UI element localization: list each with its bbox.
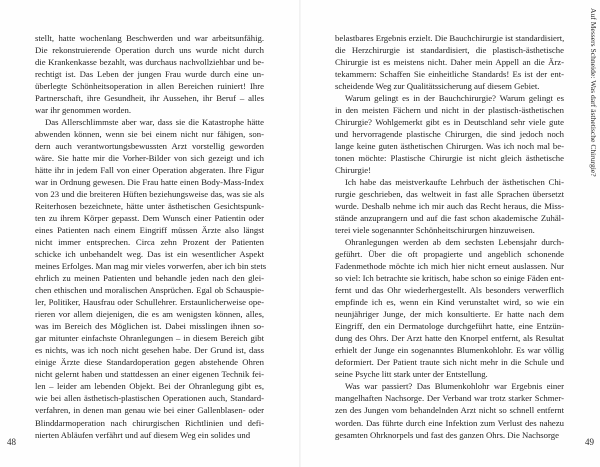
text-line: dung des Ohrs. Der Arzt hatte den Knorpel entfernt, als Resultat — [335, 333, 564, 344]
text-line: ehrlich zu meinen Patienten und behandle jeden nach den glei- — [35, 273, 264, 284]
text-line: Die rekonstruierende Operation durch uns wurde nicht durch — [35, 45, 264, 56]
text-line: Das Allerschlimmste aber war, dass sie die Katastrophe hätte — [45, 117, 264, 128]
text-line: gesamten Ohrknorpels und fast des ganzen Ohrs. Die Nachsorge — [335, 429, 559, 440]
text-line: erhielt der Junge ein sogenanntes Blumenkohlohr. Es war völlig — [335, 345, 564, 356]
text-line: was im Bereich des Möglichen ist. Dabei misslingen ihnen so- — [35, 321, 264, 332]
text-line: eines Patienten nach einem Eingriff müssen Ärzte also längst — [35, 225, 264, 236]
body-paragraph — [335, 176, 564, 236]
text-line: Partnerschaft, ihre Gesundheit, ihr Aussehen, ihr Beruf – alles — [35, 93, 264, 104]
text-line: tekammern: Schaffen Sie einheitliche Standards! Es ist der ent- — [335, 69, 564, 80]
text-line: Ich habe das meistverkaufte Lehrbuch der ästhetischen Chi- — [345, 177, 564, 188]
text-line: hätte ihr in jedem Fall von einer Operation abgeraten. Ihre Figur — [35, 165, 264, 176]
text-line: Fadenmethode möchte ich mich hier nicht erneut auslassen. Nur — [335, 261, 564, 272]
text-line: gar mitunter einfachste Ohranlegungen – in diesem Bereich gibt — [35, 333, 264, 344]
text-line: Ohranlegungen werden ab dem sechsten Lebensjahr durch- — [345, 237, 564, 248]
text-line: Chirurgie! — [335, 165, 372, 176]
text-line: wurde. Deshalb nehme ich mir auch das Recht heraus, die Miss- — [335, 201, 564, 212]
right-page — [300, 0, 600, 467]
text-line: ler, Politiker, Hausfrau oder Schullehrer. Erstaunlicherweise ope- — [35, 297, 264, 308]
text-line: die Herzchirurgie ist standardisiert, die plastisch-ästhetische — [335, 45, 564, 56]
text-line: von 23 und die breiteren Hüften beziehungsweise das, was sie als — [35, 189, 264, 200]
body-paragraph — [35, 32, 264, 116]
text-line: stände anzuprangern und auf die fast schon akademische Zuhäl- — [335, 213, 564, 224]
text-line: abwenden können, wenn sie bei einem nicht nur fähigen, son- — [35, 129, 264, 140]
text-line: len – leider am lebenden Objekt. Bei der Ohranlegung gibt es, — [35, 381, 264, 392]
text-line: deformiert. Der Patient traute sich nicht mehr in die Schule und — [335, 357, 564, 368]
text-line: einige Ärzte diese Standardoperation gegen abstehende Ohren — [35, 357, 264, 368]
text-line: mangelhaften Nachsorge. Der Verband war trotz starker Schmer- — [335, 393, 564, 404]
body-paragraph — [35, 116, 267, 440]
text-line: rieren vor allem diejenigen, die es am wenigsten können, alles, — [35, 309, 264, 320]
text-line: es nichts, was ich noch nicht gesehen habe. Der Grund ist, dass — [35, 345, 264, 356]
text-line: Warum gelingt es in der Bauchchirurgie? Warum gelingt es — [345, 93, 564, 104]
text-line: so viel: Ich betrachte sie kritisch, habe schon so einige Fäden ent- — [335, 273, 564, 284]
text-line: ten zu ihrem Körper gepasst. Dem Wunsch einer Patientin oder — [35, 213, 264, 224]
text-line: schicke ich unbehandelt weg. Das ist ein wesentlicher Aspekt — [35, 249, 264, 260]
text-line: rechtigt ist. Das Leben der jungen Frau wurde durch eine un- — [35, 69, 264, 80]
text-line: scheidende Weg zur Qualitätssicherung auf diesem Gebiet. — [335, 81, 540, 92]
text-line: empfinde ich es, wenn ein Kind verunstaltet wird, so wie ein — [335, 297, 564, 308]
text-line: belastbares Ergebnis erzielt. Die Bauchchirurgie ist standardisiert, — [335, 33, 565, 43]
body-paragraph — [335, 32, 564, 92]
text-line: in den meisten Fächern und nicht in der plastisch-ästhetischen — [335, 105, 564, 116]
text-line: tonen möchte: Plastische Chirurgie ist nicht gleich ästhetische — [335, 153, 564, 164]
page-number: 48 — [7, 437, 16, 447]
text-line: terei viele sogenannter Schönheitschirurgen hinzuweisen. — [335, 225, 535, 236]
text-line: meines Erfolges. Man mag mir vieles vorwerfen, aber ich bin stets — [35, 261, 267, 272]
right-page-body — [335, 32, 564, 441]
text-line: zen des Jungen vom behandelnden Arzt nicht so schnell entfernt — [335, 405, 564, 416]
text-line: Was war passiert? Das Blumenkohlohr war Ergebnis einer — [345, 381, 564, 392]
text-line: fernt und das Ohr wiederhergestellt. Als besonders verwerflich — [335, 285, 564, 296]
text-line: Chirurgie ist es meistens nicht. Daher mein Appell an die Ärz- — [335, 57, 564, 68]
text-line: rurgie geschrieben, das weltweit in fast alle Sprachen übersetzt — [335, 189, 564, 200]
text-line: und hervorragende plastische Chirurgen, die sind jedoch noch — [335, 129, 564, 140]
left-page-body — [35, 32, 267, 441]
text-line: dern auch verantwortungsbewussten Arzt vorstellig geworden — [35, 141, 264, 152]
text-line: Chirurgie? Wohlgemerkt gibt es in Deutschland sehr viele gute — [335, 117, 564, 128]
text-line: lange keine guten ästhetischen Chirurgen. Was ich noch mal be- — [335, 141, 564, 152]
text-line: neunjähriger Junge, der mich konsultierte. Er hatte nach dem — [335, 309, 564, 320]
body-paragraph — [335, 380, 564, 440]
text-line: nierten Abläufen verfährt und auf diesem Weg ein solides und — [35, 429, 251, 440]
body-paragraph — [335, 92, 564, 176]
text-line: seine Psyche litt stark unter der Entstellung. — [335, 369, 488, 380]
text-line: war in Ordnung gewesen. Die Frau hatte einen Body-Mass-Index — [35, 177, 264, 188]
text-line: war ihr genommen worden. — [35, 105, 132, 116]
text-line: stellt, hatte wochenlang Beschwerden und war arbeitsunfähig. — [35, 33, 264, 43]
text-line: Blinddarmoperation nach chirurgischen Richtlinien und defi- — [35, 417, 264, 428]
body-paragraph — [335, 236, 564, 380]
text-line: geführt. Über die oft propagierte und angeblich schonende — [335, 249, 564, 260]
text-line: verfahren, in denen man genau wie bei einer Gallenblasen- oder — [35, 405, 264, 416]
page-number: 49 — [585, 437, 594, 447]
text-line: wäre. Sie hatte mir die Vorher-Bilder von sich gezeigt und ich — [35, 153, 264, 164]
text-line: Eingriff, den ein Dermatologe durchgeführt hatte, eine Entzün- — [335, 321, 564, 332]
text-line: die Krankenkasse bezahlt, was durchaus nachvollziehbar und be- — [35, 57, 264, 68]
text-line: überlegte Schönheitsoperation in allen Bereichen ruiniert! Ihre — [35, 81, 264, 92]
running-head: Auf Messers Schneide: Was darf ästhetische Chirurgie? — [589, 8, 598, 177]
text-line: chen ethischen und moralischen Ansprüchen. Egal ob Schauspie- — [35, 285, 264, 296]
text-line: wie bei allen ästhetisch-plastischen Operationen auch, Standard- — [35, 393, 264, 404]
text-line: worden. Das führte durch eine Infektion zum Verlust des nahezu — [335, 417, 564, 428]
text-line: Reiterhosen bezeichnete, hätte unter ästhetischen Gesichtspunk- — [35, 201, 264, 212]
text-line: nicht gelernt haben und stattdessen an einer eigenen Technik fei- — [35, 369, 264, 380]
text-line: nicht immer entsprechen. Circa zehn Prozent der Patienten — [35, 237, 264, 248]
